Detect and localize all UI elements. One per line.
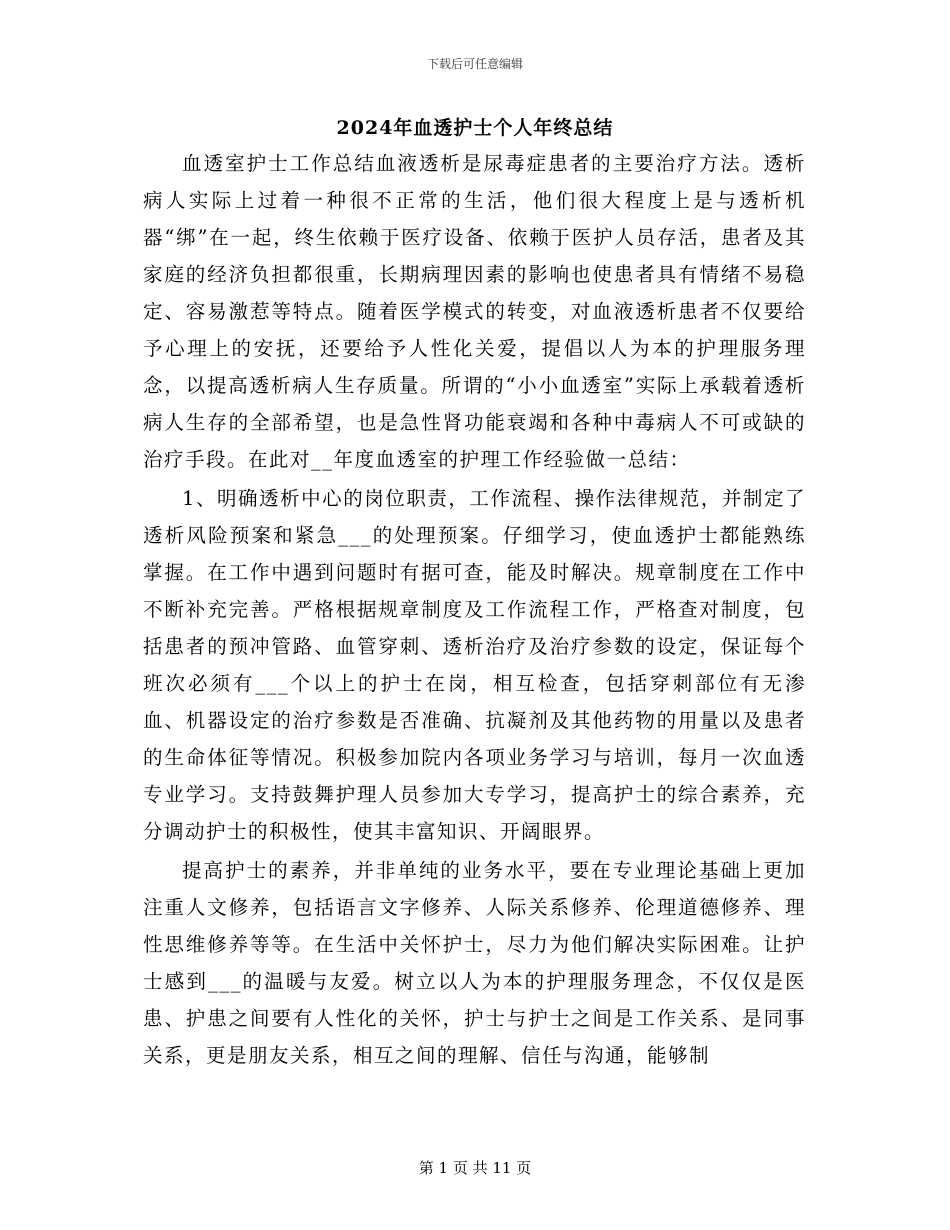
header-note: 下载后可任意编辑 [426, 57, 523, 71]
page-number: 第 1 页 共 11 页 [418, 1159, 532, 1177]
paragraph-item-1: 1、明确透析中心的岗位职责，工作流程、操作法律规范，并制定了透析风险预案和紧急___的处理预案。仔细学习，使血透护士都能熟练掌握。在工作中遇到问题时有据可查，能及时解决。规章制度在工作中不断补充完善。严格根据规章制度及工作流程工作，严格查对制度，包括患者的预冲管路、血管穿刺、透析治疗及治疗参数的设定，保证每个班次必须有___个以上的护士在岗，相互检查，包括穿刺部位有无渗血、机器设定的治疗参数是否准确、抗凝剂及其他药物的用量以及患者的生命体征等情况。积极参加院内各项业务学习与培训，每月一次血透专业学习。支持鼓舞护理人员参加大专学习，提高护士的综合素养，充分调动护士的积极性，使其丰富知识、开阔眼界。 [143, 487, 806, 843]
paragraph-intro: 血透室护士工作总结血液透析是尿毒症患者的主要治疗方法。透析病人实际上过着一种很不正常的生活，他们很大程度上是与透析机器“绑”在一起，终生依赖于医疗设备、依赖于医护人员存活，患者及其家庭的经济负担都很重，长期病理因素的影响也使患者具有情绪不易稳定、容易激惹等特点。随着医学模式的转变，对血液透析患者不仅要给予心理上的安抚，还要给予人性化关爱，提倡以人为本的护理服务理念，以提高透析病人生存质量。所谓的“小小血透室”实际上承载着透析病人生存的全部希望，也是急性肾功能衰竭和各种中毒病人不可或缺的治疗手段。在此对__年度血透室的护理工作经验做一总结： [143, 152, 806, 471]
document-title: 2024年血透护士个人年终总结 [336, 117, 614, 139]
document-body [143, 145, 806, 1074]
paragraph-literacy: 提高护士的素养，并非单纯的业务水平，要在专业理论基础上更加注重人文修养，包括语言文字修养、人际关系修养、伦理道德修养、理性思维修养等等。在生活中关怀护士，尽力为他们解决实际困难。让护士感到___的温暖与友爱。树立以人为本的护理服务理念，不仅仅是医患、护患之间要有人性化的关怀，护士与护士之间是工作关系、是同事关系，更是朋友关系，相互之间的理解、信任与沟通，能够制 [143, 859, 806, 1067]
